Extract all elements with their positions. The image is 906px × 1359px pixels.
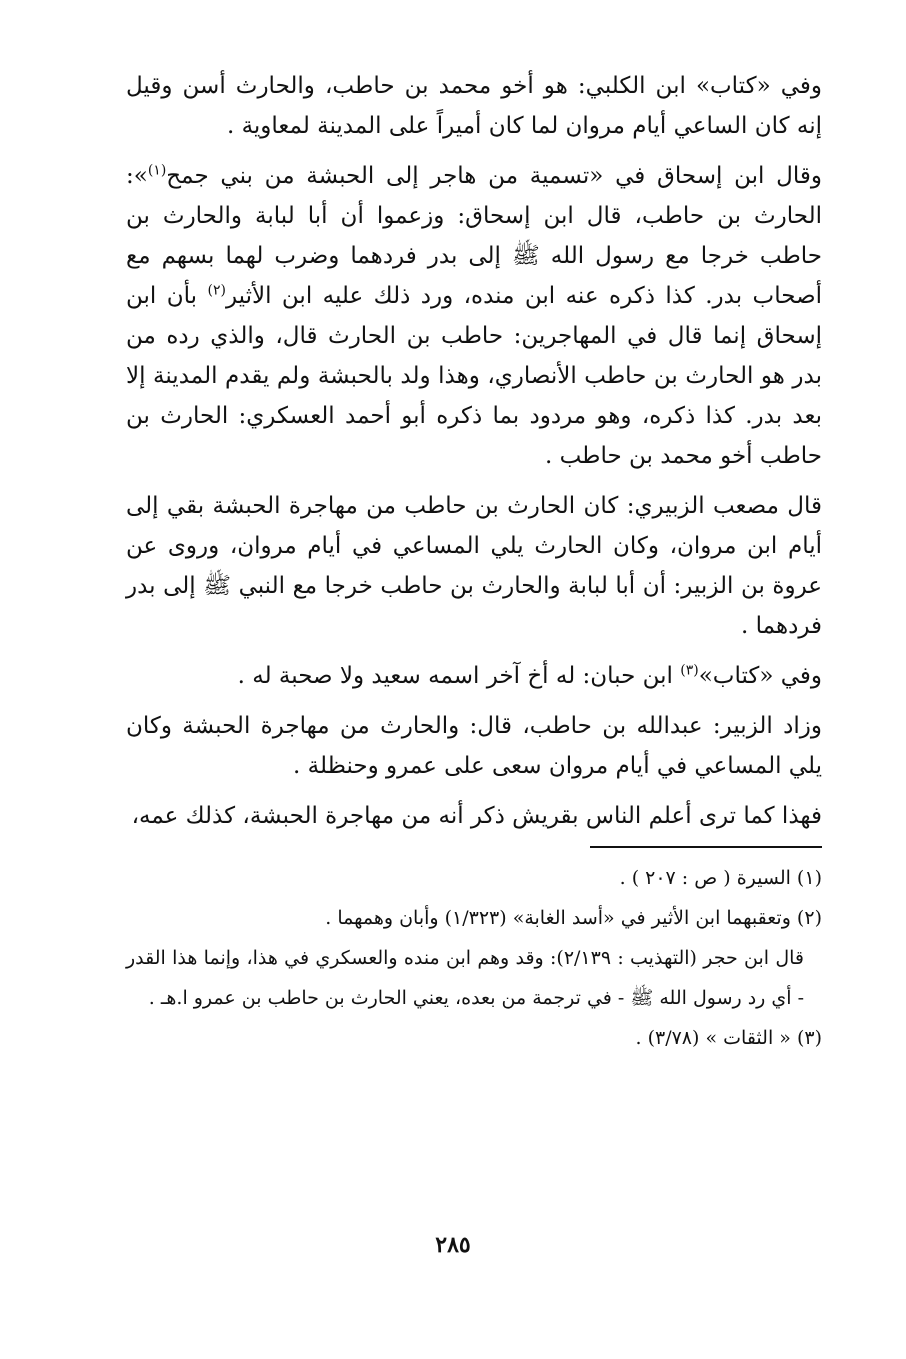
paragraph-text: وقال ابن إسحاق في «تسمية من هاجر إلى الحبشة من بني جمح <box>166 163 822 189</box>
footnote-marker: (٣) <box>680 662 699 679</box>
paragraph-text: وفي «كتاب» ابن الكلبي: هو أخو محمد بن حاطب، والحارث أسن وقيل إنه كان الساعي أيام مروان لما كان أميراً على المدينة لمعاوية . <box>126 73 822 139</box>
footnote-marker: (١) <box>147 162 167 179</box>
paragraph <box>126 486 822 646</box>
paragraph-text: ابن حبان: له أخ آخر اسمه سعيد ولا صحبة له . <box>237 663 681 689</box>
paragraph <box>126 656 822 696</box>
paragraph-text: فهذا كما ترى أعلم الناس بقريش ذكر أنه من مهاجرة الحبشة، كذلك عمه، <box>131 803 822 829</box>
paragraph-text: وزاد الزبير: عبدالله بن حاطب، قال: والحارث من مهاجرة الحبشة وكان يلي المساعي في أيام مروان سعى على عمرو وحنظلة . <box>126 713 822 779</box>
paragraph-text: بأن ابن إسحاق إنما قال في المهاجرين: حاطب بن الحارث قال، والذي رده من بدر هو الحارث بن حاطب الأنصاري، وهذا ولد بالحبشة ولم يقدم المدينة إلا بعد بدر. كذا ذكره، وهو مردود بما ذكره أبو أحمد العسكري: الحارث بن حاطب أخو محمد بن حاطب . <box>126 283 822 469</box>
footnote-marker: (٢) <box>207 282 226 299</box>
footnote-2-detail: قال ابن حجر (التهذيب : ٢/١٣٩): وقد وهم ابن منده والعسكري في هذا، وإنما هذا القدر - أي رد رسول الله ﷺ - في ترجمة من بعده، يعني الحارث بن حاطب بن عمرو ا.هـ . <box>126 947 804 1009</box>
footnote-2: (٢) وتعقبهما ابن الأثير في «أسد الغابة» (١/٣٢٣) وأبان وهمهما . <box>325 907 822 929</box>
footnote-divider <box>590 846 822 848</box>
paragraph-text: قال مصعب الزبيري: كان الحارث بن حاطب من مهاجرة الحبشة بقي إلى أيام ابن مروان، وكان الحارث يلي المساعي في أيام مروان، وروى عن عروة بن الزبير: أن أبا لبابة والحارث بن حاطب خرجا مع النبي ﷺ إلى بدر فردهما . <box>126 493 822 639</box>
page-body <box>126 66 822 1058</box>
page-number: ٢٨٥ <box>435 1232 471 1258</box>
paragraph <box>126 66 822 146</box>
paragraph-text: وفي «كتاب» <box>698 663 822 689</box>
paragraph-text: »: الحارث بن حاطب، قال ابن إسحاق: وزعموا أن أبا لبابة والحارث بن حاطب خرجا مع رسول الله ﷺ إلى بدر فردهما وضرب لهما بسهم مع أصحاب بدر. كذا ذكره عنه ابن منده، ورد ذلك عليه ابن الأثير <box>126 163 822 309</box>
footnote-1: (١) السيرة ( ص : ٢٠٧ ) . <box>619 867 822 889</box>
footnotes <box>126 858 822 1058</box>
main-text <box>126 66 822 836</box>
paragraph <box>126 796 822 836</box>
paragraph <box>126 156 822 476</box>
footnote-3: (٣) « الثقات » (٣/٧٨) . <box>635 1027 822 1049</box>
paragraph <box>126 706 822 786</box>
